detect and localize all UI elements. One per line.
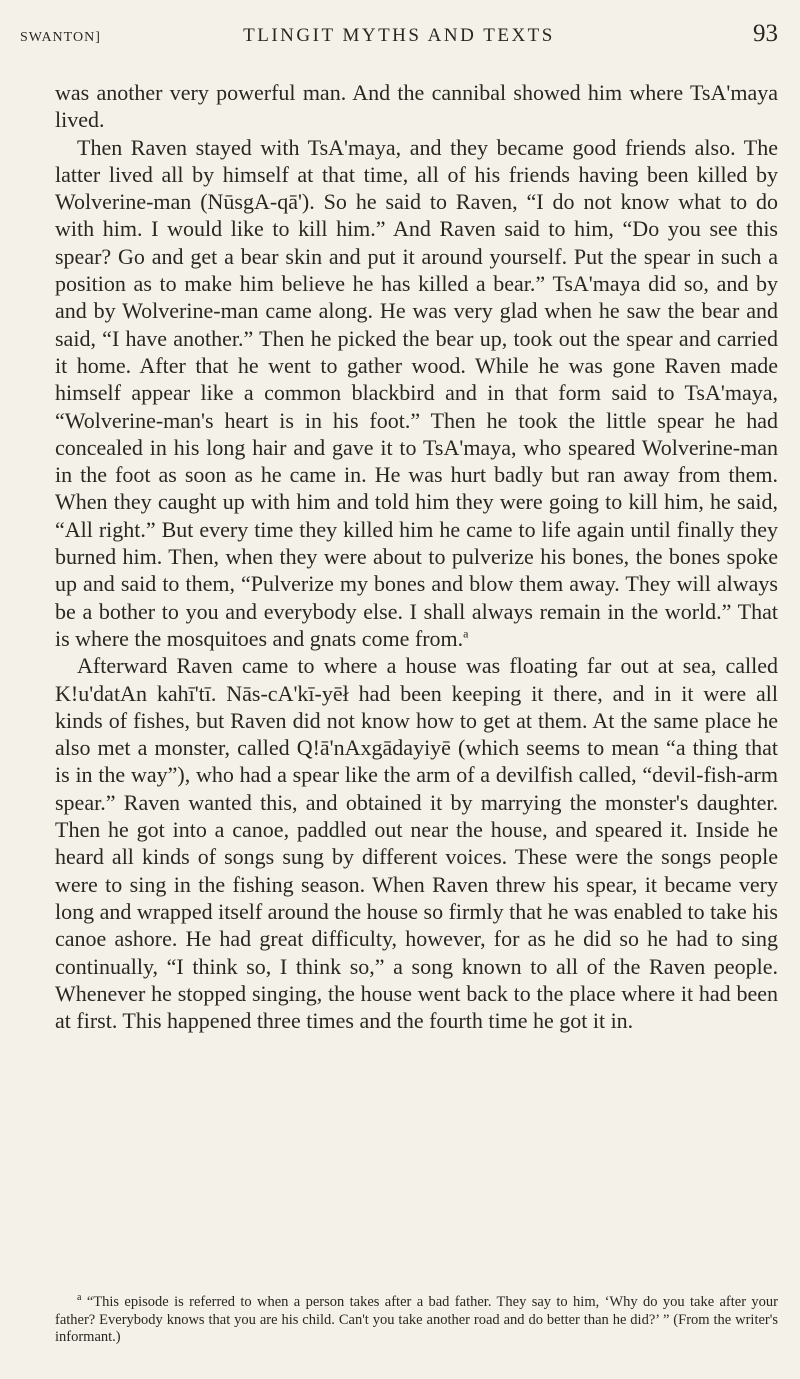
running-head: [20, 16, 778, 52]
author-running-head: SWANTON]: [20, 30, 101, 45]
book-title-running-head: TLINGIT MYTHS AND TEXTS: [243, 25, 555, 46]
paragraph-wolverine-man: [55, 134, 778, 653]
body-text: [55, 79, 778, 1034]
paragraph-text: Then Raven stayed with TsA'maya, and they became good friends also. The latter lived all by himself at that time, all of his friends having been killed by Wolverine-man (NūsgA-qā'). So he said to Raven, “I do not know what to do with him. I would like to kill him.” And Raven said to him, “Do you see this spear? Go and get a bear skin and put it around yourself. Put the spear in such a position as to make him believe he has killed a bear.” TsA'maya did so, and by and by Wolverine-man came along. He was very glad when he saw the bear and said, “I have another.” Then he picked the bear up, took out the spear and carried it home. After that he went to gather wood. While he was gone Raven made himself appear like a common blackbird and in that form said to TsA'maya, “Wolverine-man's heart is in his foot.” Then he took the little spear he had concealed in his long hair and gave it to TsA'maya, who speared Wolverine-man in the foot as soon as he came in. He was hurt badly but ran away from them. When they caught up with him and told him they were going to kill him, he said, “All right.” But every time they killed him he came to life again until finally they burned him. Then, when they were about to pulverize his bones, the bones spoke up and said to them, “Pulverize my bones and blow them away. They will always be a bother to you and everybody else. I shall always remain in the world.” That is where the mosquitoes and gnats come from.: [55, 134, 778, 651]
footnote-mark: a: [77, 1292, 82, 1304]
footnote-text: “This episode is referred to when a person takes after a bad father. They say to him, ‘Why do you take after your father? Everybody knows that you are his child. Can't you take another road and do better than he did?’ ” (From the writer's informant.): [55, 1294, 778, 1345]
footnote: [55, 1294, 778, 1347]
page-number: 93: [753, 20, 778, 47]
paragraph-continuation: was another very powerful man. And the cannibal showed him where TsA'maya lived.: [55, 80, 778, 133]
footnote-reference: a: [463, 626, 469, 641]
paragraph-floating-house: Afterward Raven came to where a house was floating far out at sea, called K!u'datAn kahī'tī. Nās-cA'kī-yēł had been keeping it there, and in it were all kinds of fishes, but Raven did not know how to get at them. At the same place he also met a monster, called Q!ā'nAxgādayiyē (which seems to mean “a thing that is in the way”), who had a spear like the arm of a devilfish called, “devil-fish-arm spear.” Raven wanted this, and obtained it by marrying the monster's daughter. Then he got into a canoe, paddled out near the house, and speared it. Inside he heard all kinds of songs sung by different voices. These were the songs people were to sing in the fishing season. When Raven threw his spear, it became very long and wrapped itself around the house so firmly that he was enabled to take his canoe ashore. He had great difficulty, however, for as he did so he had to sing continually, “I think so, I think so,” a song known to all of the Raven people. Whenever he stopped singing, the house went back to the place where it had been at first. This happened three times and the fourth time he got it in.: [55, 653, 778, 1034]
